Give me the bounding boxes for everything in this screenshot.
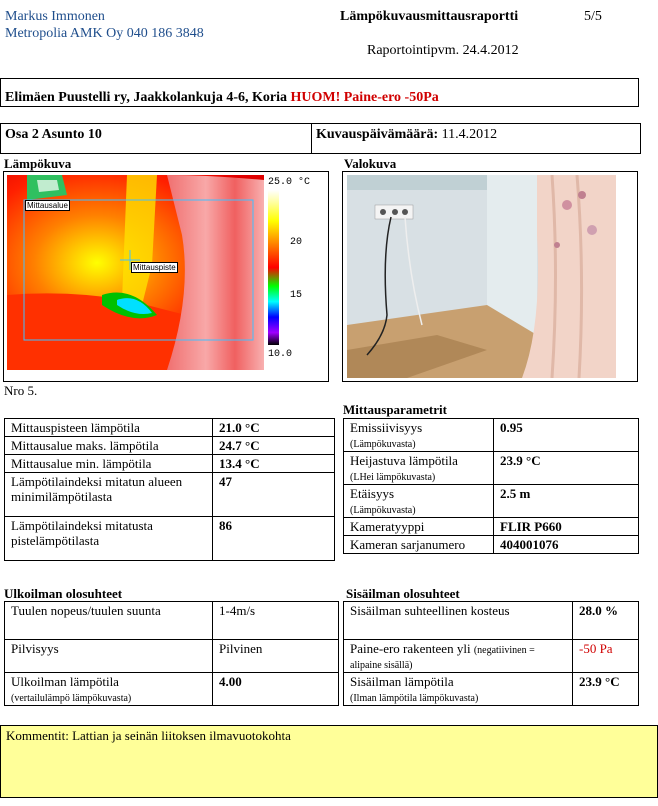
params-table <box>343 418 639 554</box>
comment-text: Kommentit: Lattian ja seinän liitoksen ilmavuotokohta <box>6 728 291 743</box>
indoor-table <box>343 601 639 706</box>
thermal-point-label: Mittauspiste <box>133 263 176 272</box>
pressure-value: -50 Pa <box>573 640 639 673</box>
outdoor-temp-sub: (vertailulämpö lämpökuvasta) <box>11 693 132 704</box>
param-label <box>344 452 494 485</box>
indoor-temp-value: 23.9 °C <box>573 673 639 706</box>
shoot-date-label: Kuvauspäivämäärä: <box>316 127 439 142</box>
measure-label: Mittauspisteen lämpötila <box>5 419 213 437</box>
apartment-cell <box>0 123 312 154</box>
table-row <box>5 419 335 437</box>
measure-label: Mittausalue maks. lämpötila <box>5 437 213 455</box>
outdoor-temp-label <box>5 673 213 706</box>
pressure-text: Paine-ero rakenteen yli <box>350 641 471 656</box>
report-title: Lämpökuvausmittausraportti <box>340 9 519 24</box>
param-value: FLIR P660 <box>494 518 639 536</box>
measure-label: Mittausalue min. lämpötila <box>5 455 213 473</box>
pressure-sub: (negatiivinen = alipaine sisällä) <box>350 645 535 671</box>
table-row <box>344 419 639 452</box>
measure-label: Lämpötilaindeksi mitatun alueen minimilämpötilasta <box>5 473 213 517</box>
table-row <box>344 673 639 706</box>
param-label <box>344 485 494 518</box>
cloud-value: Pilvinen <box>213 640 339 673</box>
scale-bottom: 10.0 <box>268 349 293 360</box>
measure-value: 13.4 °C <box>213 455 335 473</box>
measure-value: 47 <box>213 473 335 517</box>
param-label-sub: (LHei lämpökuvasta) <box>350 472 436 483</box>
param-value: 23.9 °C <box>494 452 639 485</box>
table-row <box>5 673 339 706</box>
param-label: Kameratyyppi <box>344 518 494 536</box>
photo-heading: Valokuva <box>344 156 397 171</box>
shoot-date <box>316 127 497 143</box>
humidity-label: Sisäilman suhteellinen kosteus <box>344 602 573 640</box>
param-label-text: Emissiivisyys <box>350 420 423 435</box>
photo-image <box>347 175 616 378</box>
wind-label: Tuulen nopeus/tuulen suunta <box>5 602 213 640</box>
scale-top: 25.0 °C <box>268 177 311 188</box>
table-row <box>5 473 335 517</box>
page-number: 5/5 <box>584 9 602 24</box>
measurements-table <box>4 418 335 561</box>
table-row <box>5 640 339 673</box>
thermal-scale-bar <box>268 190 279 345</box>
shoot-date-value: 11.4.2012 <box>441 127 498 142</box>
thermal-area-label: Mittausalue <box>27 201 68 210</box>
cloud-label: Pilvisyys <box>5 640 213 673</box>
site-address-text: Elimäen Puustelli ry, Jaakkolankuja 4-6, Koria <box>5 90 287 105</box>
table-row <box>344 518 639 536</box>
table-row <box>344 640 639 673</box>
param-label: Kameran sarjanumero <box>344 536 494 554</box>
table-row <box>5 455 335 473</box>
table-row <box>344 485 639 518</box>
report-date: Raportointipvm. 24.4.2012 <box>367 43 519 58</box>
site-address <box>5 90 439 106</box>
outdoor-heading: Ulkoilman olosuhteet <box>4 586 123 601</box>
image-number: Nro 5. <box>4 383 38 398</box>
site-box <box>0 78 639 107</box>
wind-value: 1-4m/s <box>213 602 339 640</box>
table-row <box>5 517 335 561</box>
comment-box <box>0 725 658 798</box>
param-label-text: Heijastuva lämpötila <box>350 453 458 468</box>
param-label-sub: (Lämpökuvasta) <box>350 505 416 516</box>
param-label <box>344 419 494 452</box>
param-value: 404001076 <box>494 536 639 554</box>
scale-20: 20 <box>290 237 303 248</box>
site-warning: HUOM! Paine-ero -50Pa <box>290 90 439 105</box>
param-value: 0.95 <box>494 419 639 452</box>
thermal-heading: Lämpökuva <box>4 156 72 171</box>
table-row <box>5 602 339 640</box>
table-row <box>344 602 639 640</box>
author-name: Markus Immonen <box>5 9 105 24</box>
outdoor-temp-value: 4.00 <box>213 673 339 706</box>
table-row <box>5 437 335 455</box>
outdoor-table <box>4 601 339 706</box>
measure-value: 86 <box>213 517 335 561</box>
measure-label: Lämpötilaindeksi mitatusta pistelämpötilasta <box>5 517 213 561</box>
measure-value: 24.7 °C <box>213 437 335 455</box>
scale-15: 15 <box>290 290 303 301</box>
param-value: 2.5 m <box>494 485 639 518</box>
table-row <box>344 452 639 485</box>
table-row <box>344 536 639 554</box>
humidity-value: 28.0 % <box>573 602 639 640</box>
params-heading: Mittausparametrit <box>343 402 447 417</box>
author-org: Metropolia AMK Oy 040 186 3848 <box>5 26 204 41</box>
indoor-heading: Sisäilman olosuhteet <box>346 586 460 601</box>
pressure-label <box>344 640 573 673</box>
param-label-text: Etäisyys <box>350 486 395 501</box>
indoor-temp-sub: (Ilman lämpötila lämpökuvasta) <box>350 693 479 704</box>
param-label-sub: (Lämpökuvasta) <box>350 439 416 450</box>
indoor-temp-text: Sisäilman lämpötila <box>350 674 454 689</box>
measure-value: 21.0 °C <box>213 419 335 437</box>
outdoor-temp-text: Ulkoilman lämpötila <box>11 674 119 689</box>
apartment: Osa 2 Asunto 10 <box>5 127 102 142</box>
date-cell <box>311 123 641 154</box>
indoor-temp-label <box>344 673 573 706</box>
